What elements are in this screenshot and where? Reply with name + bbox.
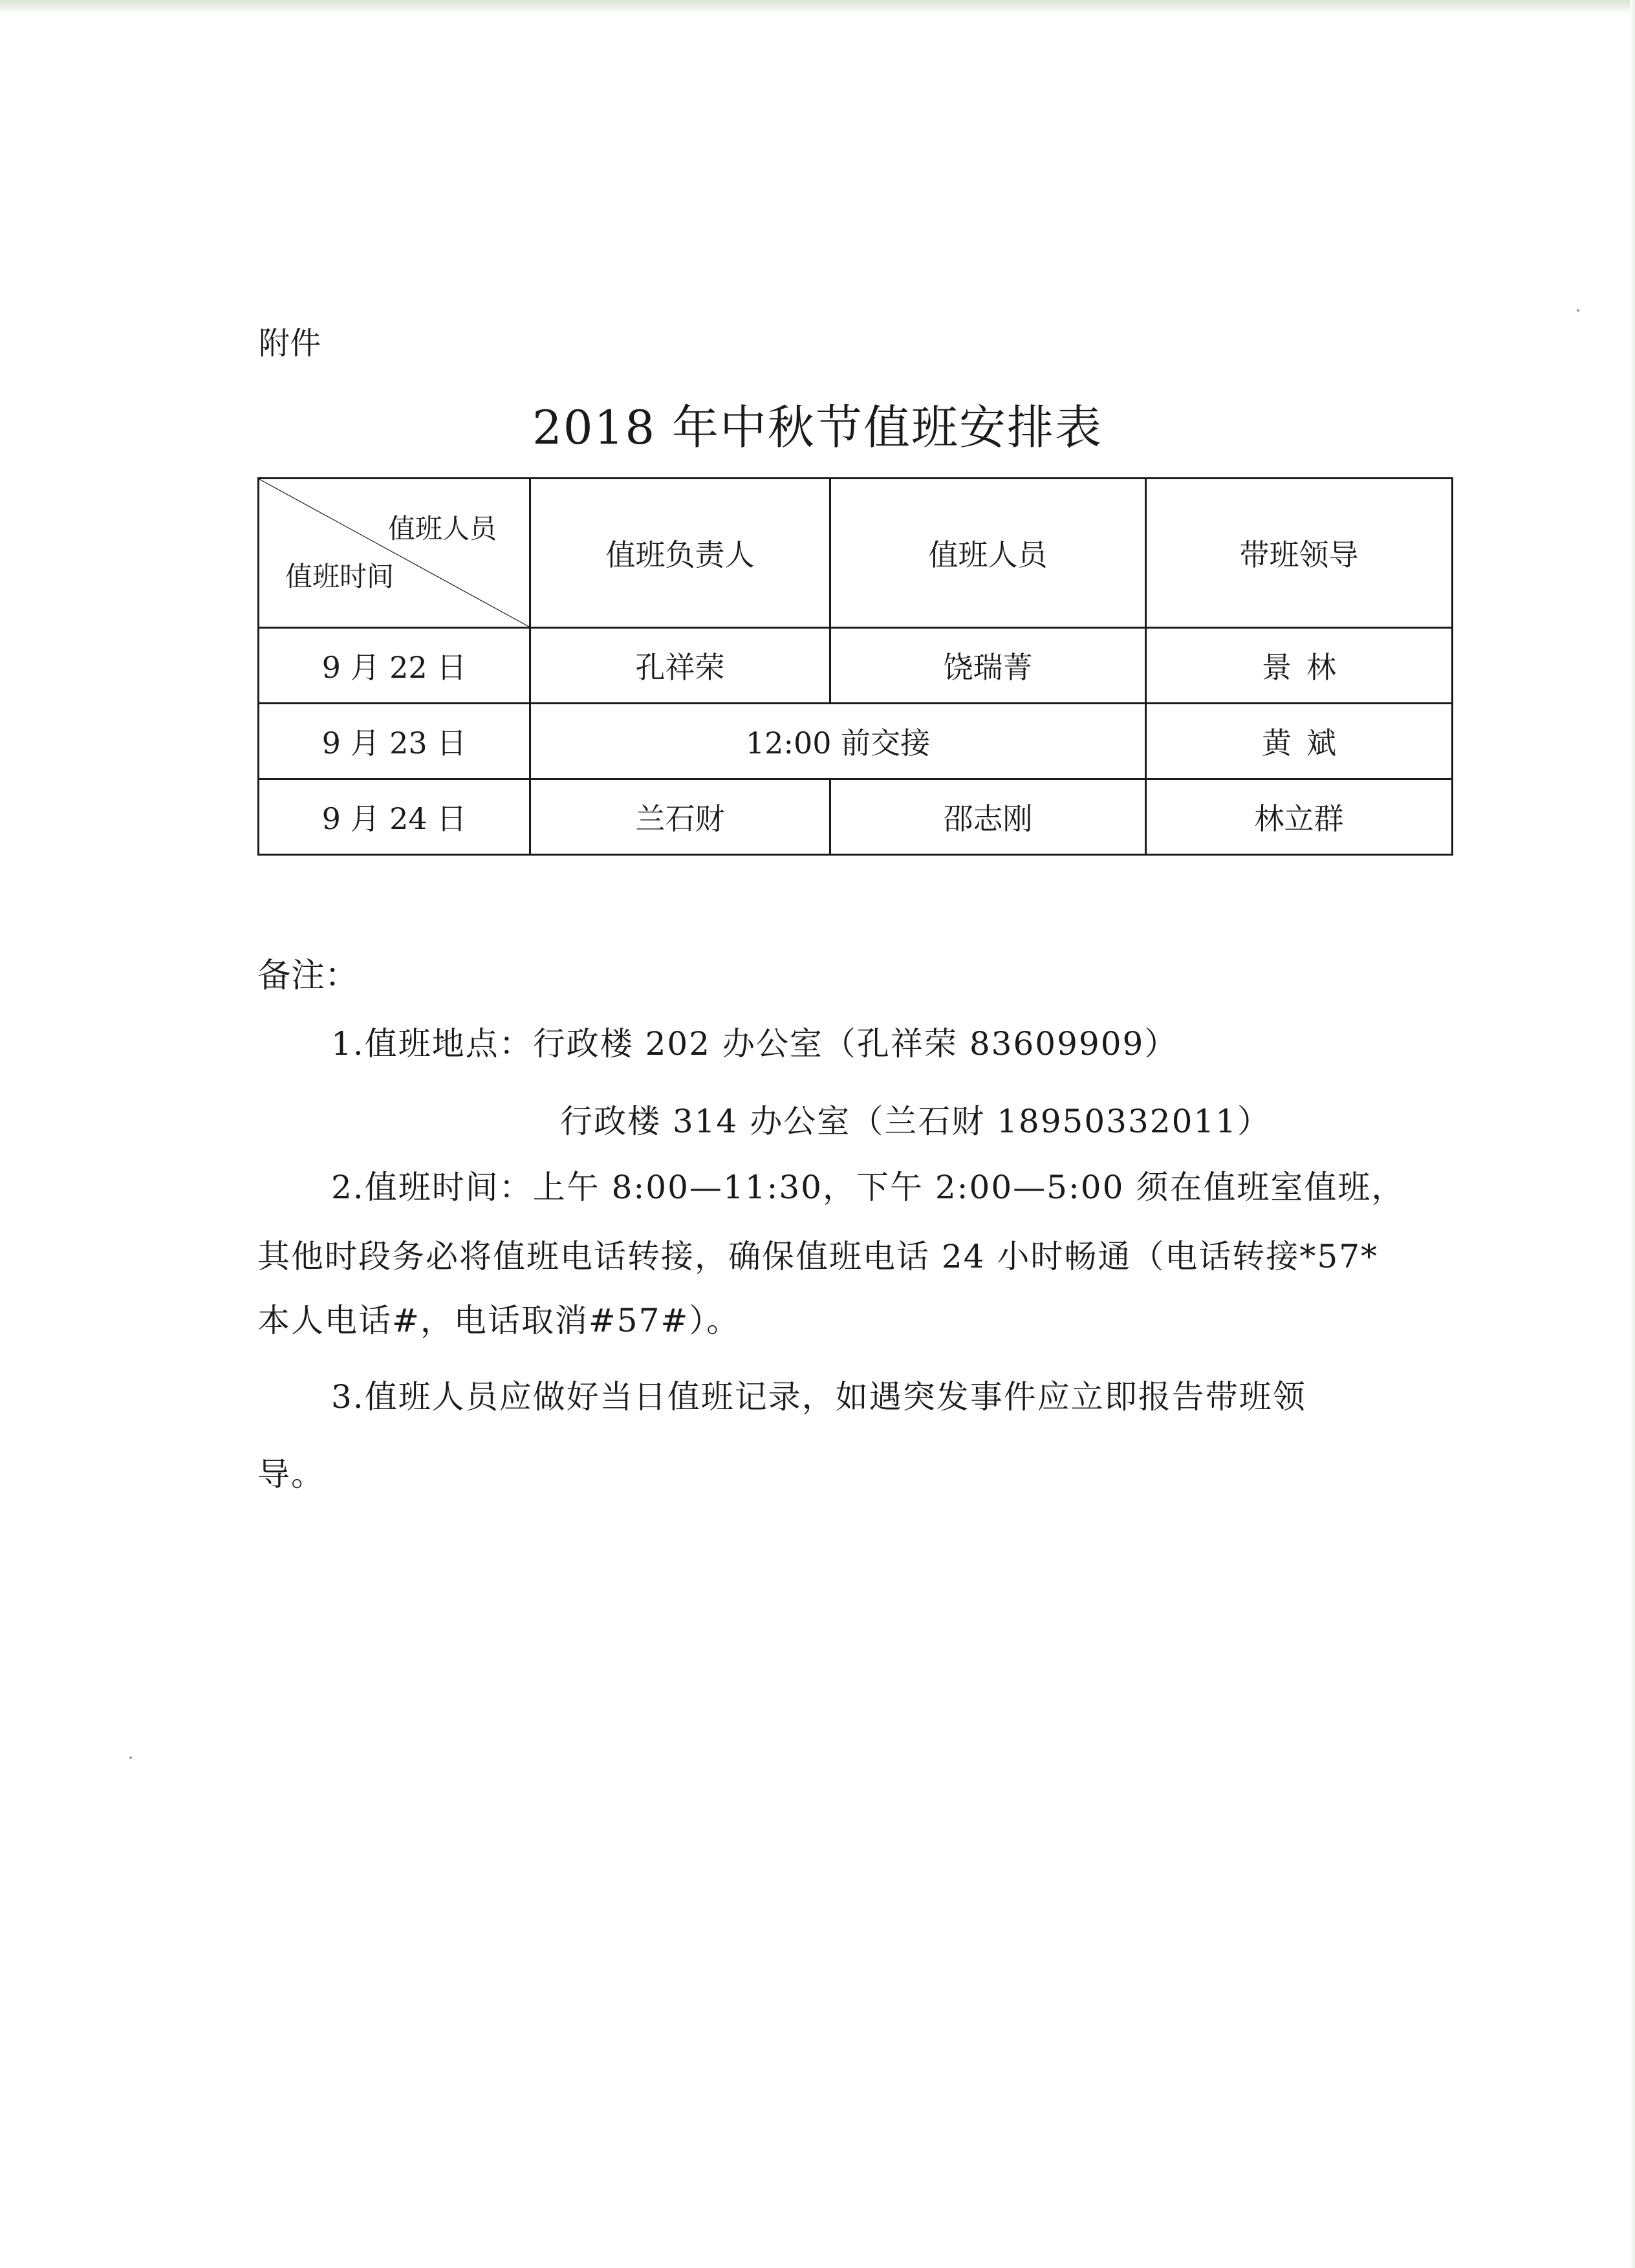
leader-cell: 林立群 [1146,779,1453,855]
scan-right-edge [1630,0,1635,2268]
document-title: 2018 年中秋节值班安排表 [532,400,1103,455]
note-line: 3.值班人员应做好当日值班记录，如遇突发事件应立即报告带班领 [331,1378,1306,1416]
note-line: 本人电话#，电话取消#57#）。 [257,1302,741,1339]
attachment-label: 附件 [259,325,321,362]
lead-cell: 兰石财 [530,779,830,855]
corner-diagonal-cell [259,479,530,628]
column-header: 值班负责人 [530,479,830,628]
leader-cell: 黄斌 [1146,704,1453,779]
corner-top-label: 值班人员 [387,513,497,545]
date-cell: 9 月 23 日 [259,704,530,779]
duty-schedule-table [257,477,1453,856]
note-line: 导。 [257,1456,325,1493]
date-cell: 9 月 24 日 [259,779,530,855]
column-header: 值班人员 [830,479,1146,628]
scan-speck [129,1756,132,1759]
table-row [259,704,1453,779]
merged-cell: 12:00 前交接 [530,704,1146,779]
note-line: 2.值班时间：上午 8:00—11:30，下午 2:00—5:00 须在值班室值班， [331,1169,1405,1206]
note-line: 其他时段务必将值班电话转接，确保值班电话 24 小时畅通（电话转接*57* [257,1238,1379,1275]
staff-cell: 邵志刚 [830,779,1146,855]
diagonal-line [259,479,529,627]
date-cell: 9 月 22 日 [259,628,530,704]
note-line: 1.值班地点：行政楼 202 办公室（孔祥荣 83609909） [331,1025,1178,1063]
column-header: 带班领导 [1146,479,1453,628]
table-row [259,628,1453,704]
lead-cell: 孔祥荣 [530,628,830,704]
scan-top-edge [0,0,1635,14]
notes-title: 备注： [257,956,359,995]
table-header-row [259,479,1453,628]
staff-cell: 饶瑞菁 [830,628,1146,704]
table-row [259,779,1453,855]
scan-speck [1577,309,1579,312]
corner-bottom-label: 值班时间 [285,561,395,592]
leader-cell: 景林 [1146,628,1453,704]
note-line: 行政楼 314 办公室（兰石财 18950332011） [560,1103,1272,1140]
